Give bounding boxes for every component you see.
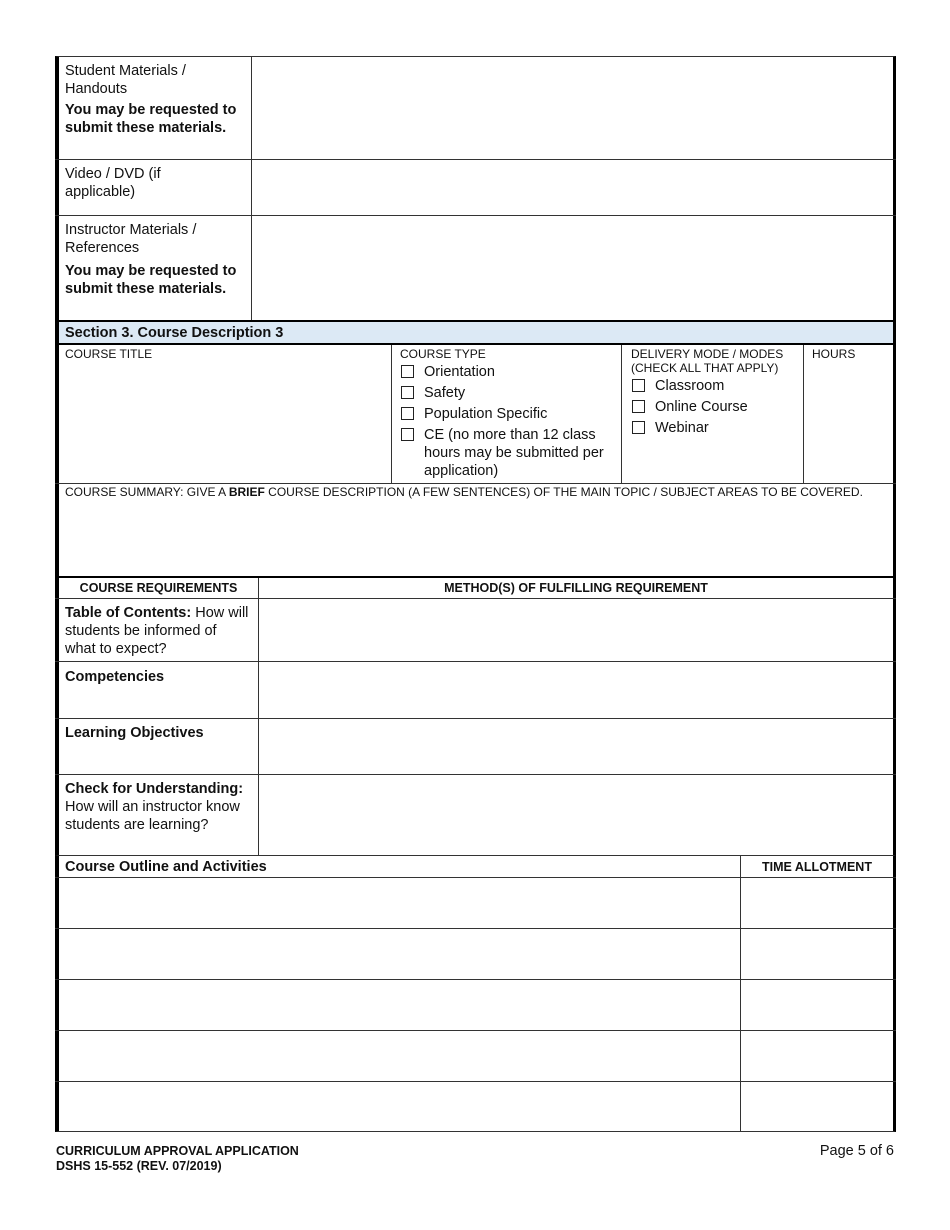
- form-number: DSHS 15-552 (REV. 07/2019): [56, 1159, 222, 1173]
- student-materials-note: You may be requested to submit these materials.: [65, 102, 237, 136]
- outline-row-2-activity[interactable]: [60, 930, 738, 978]
- checkbox[interactable]: [632, 421, 645, 434]
- delivery-classroom[interactable]: [632, 377, 797, 395]
- checkbox[interactable]: [401, 386, 414, 399]
- outline-row-3-time[interactable]: [742, 981, 892, 1029]
- course-type-ce[interactable]: [401, 426, 616, 480]
- outline-row-5-activity[interactable]: [60, 1083, 738, 1131]
- learning-objectives-label: Learning Objectives: [65, 725, 204, 741]
- delivery-webinar[interactable]: [632, 419, 797, 437]
- instructor-materials-input[interactable]: [253, 217, 893, 319]
- section-3-title: Section 3. Course Description 3: [65, 325, 284, 341]
- video-dvd-label: Video / DVD (if applicable): [65, 166, 161, 200]
- delivery-online-course[interactable]: [632, 398, 797, 416]
- outline-row-4-time[interactable]: [742, 1032, 892, 1080]
- section-3-header: [55, 320, 896, 345]
- toc-input[interactable]: [260, 600, 892, 660]
- student-materials-input[interactable]: [253, 58, 893, 158]
- option-label: Online Course: [655, 399, 748, 415]
- option-label: Classroom: [655, 378, 725, 394]
- student-materials-label: Student Materials / Handouts: [65, 63, 186, 97]
- video-dvd-input[interactable]: [253, 161, 893, 214]
- option-label: CE (no more than 12 class hours may be submitted per application): [424, 427, 604, 479]
- instructor-materials-label: Instructor Materials / References: [65, 222, 197, 256]
- course-requirements-header: COURSE REQUIREMENTS: [79, 581, 238, 595]
- option-label: Webinar: [655, 420, 709, 436]
- outline-row-2-time[interactable]: [742, 930, 892, 978]
- outline-row-5-time[interactable]: [742, 1083, 892, 1131]
- course-type-safety[interactable]: [401, 384, 616, 402]
- delivery-mode-label: DELIVERY MODE / MODES (CHECK ALL THAT APPLY): [631, 347, 784, 375]
- course-summary-input[interactable]: [60, 515, 890, 575]
- time-allotment-header: TIME ALLOTMENT: [762, 860, 872, 874]
- outline-row-1-time[interactable]: [742, 879, 892, 927]
- option-label: Safety: [424, 385, 466, 401]
- instructor-materials-note: You may be requested to submit these materials.: [65, 263, 237, 297]
- checkbox[interactable]: [632, 400, 645, 413]
- option-label: Population Specific: [424, 406, 548, 422]
- course-title-input[interactable]: [60, 362, 388, 480]
- outline-row-4-activity[interactable]: [60, 1032, 738, 1080]
- toc-label: Table of Contents: How will students be informed of what to expect?: [65, 605, 249, 657]
- check-understanding-input[interactable]: [260, 776, 892, 855]
- checkbox[interactable]: [401, 365, 414, 378]
- course-title-label: COURSE TITLE: [65, 347, 153, 361]
- delivery-mode-options: [632, 377, 797, 440]
- outline-row-1-activity[interactable]: [60, 879, 738, 927]
- learning-objectives-input[interactable]: [260, 720, 892, 773]
- course-type-population-specific[interactable]: [401, 405, 616, 423]
- checkbox[interactable]: [632, 379, 645, 392]
- outline-row-3-activity[interactable]: [60, 981, 738, 1029]
- competencies-input[interactable]: [260, 663, 892, 717]
- hours-label: HOURS: [812, 347, 856, 361]
- hours-input[interactable]: [806, 362, 892, 480]
- course-type-options: [401, 363, 616, 483]
- course-type-label: COURSE TYPE: [400, 347, 486, 361]
- check-understanding-label: Check for Understanding: How will an instructor know students are learning?: [65, 781, 244, 833]
- methods-header: METHOD(S) OF FULFILLING REQUIREMENT: [444, 581, 708, 595]
- option-label: Orientation: [424, 364, 495, 380]
- course-outline-header: Course Outline and Activities: [65, 859, 267, 875]
- course-summary-label: COURSE SUMMARY: GIVE A BRIEF COURSE DESCRIPTION (A FEW SENTENCES) OF THE MAIN TOPIC / SUBJECT AREAS TO BE COVERED.: [65, 485, 863, 499]
- competencies-label: Competencies: [65, 669, 165, 685]
- page-number: Page 5 of 6: [819, 1143, 894, 1159]
- form-title: CURRICULUM APPROVAL APPLICATION: [56, 1144, 299, 1158]
- course-type-orientation[interactable]: [401, 363, 616, 381]
- checkbox[interactable]: [401, 407, 414, 420]
- checkbox[interactable]: [401, 428, 414, 441]
